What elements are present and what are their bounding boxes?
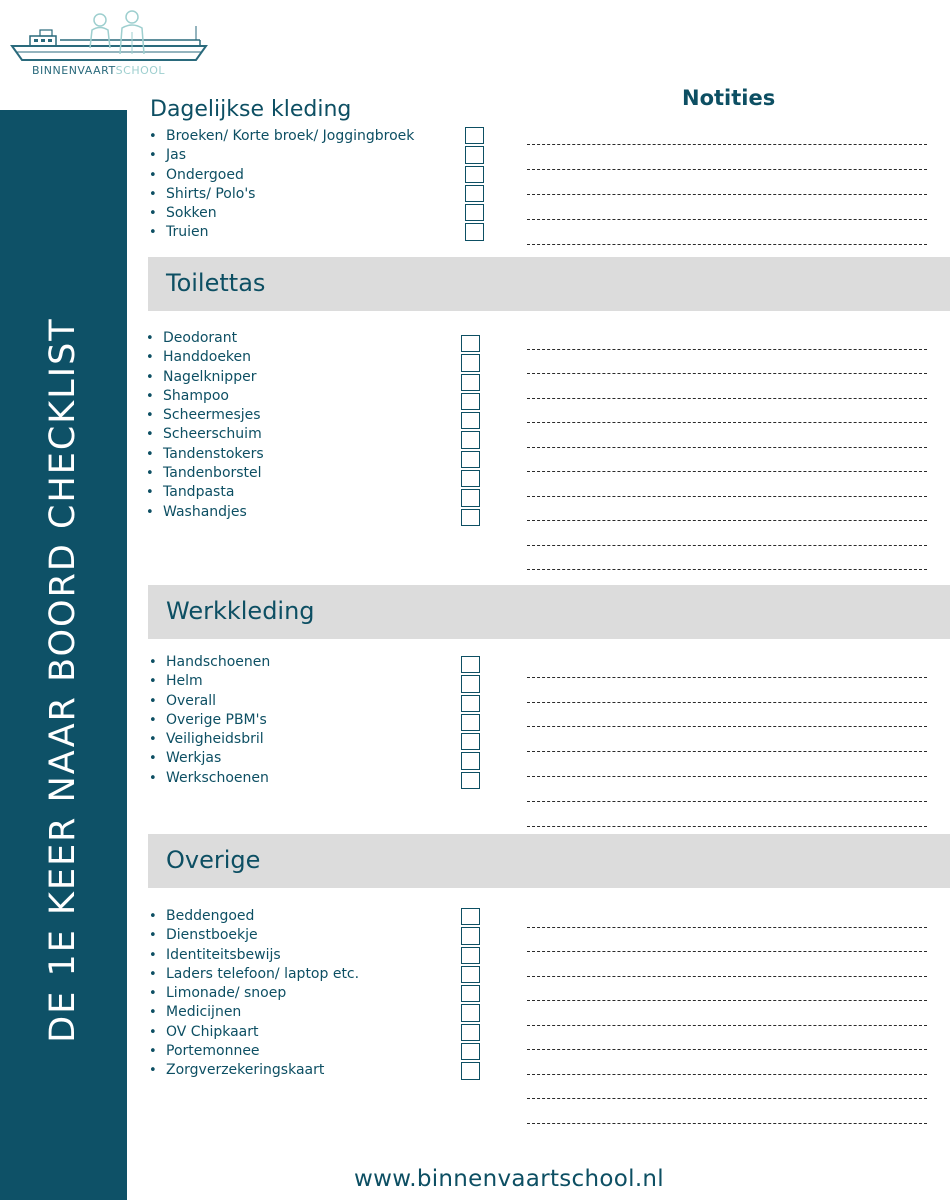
checkbox[interactable] — [461, 470, 480, 487]
checklist-item: • Washandjes — [145, 503, 264, 522]
notes-lines — [527, 325, 927, 570]
checklist-item: • Tandenstokers — [145, 445, 264, 464]
checkbox[interactable] — [461, 1024, 480, 1041]
note-line[interactable] — [527, 678, 927, 703]
checkbox[interactable] — [461, 966, 480, 983]
section-title: Overige — [166, 846, 261, 874]
checklist — [148, 653, 270, 788]
checkbox[interactable] — [465, 127, 484, 144]
checklist-item: • Scheerschuim — [145, 425, 264, 444]
checklist-item: • Handdoeken — [145, 348, 264, 367]
checkbox[interactable] — [465, 146, 484, 163]
checklist-item: • Portemonnee — [148, 1042, 359, 1061]
section-band — [148, 585, 950, 639]
checkbox[interactable] — [461, 714, 480, 731]
note-line[interactable] — [527, 325, 927, 350]
note-line[interactable] — [527, 374, 927, 399]
note-line[interactable] — [527, 145, 927, 170]
checkbox[interactable] — [461, 656, 480, 673]
checklist-item: • Overige PBM's — [148, 711, 270, 730]
note-line[interactable] — [527, 546, 927, 571]
section-band — [148, 834, 950, 888]
note-line[interactable] — [527, 195, 927, 220]
note-line[interactable] — [527, 1026, 927, 1051]
checklist-item: • Shirts/ Polo's — [148, 185, 414, 204]
checklist-item: • Nagelknipper — [145, 368, 264, 387]
checkbox[interactable] — [461, 927, 480, 944]
logo-text-light: SCHOOL — [115, 64, 166, 77]
checkbox[interactable] — [461, 695, 480, 712]
checkbox[interactable] — [461, 1004, 480, 1021]
logo-text — [32, 64, 165, 77]
logo — [10, 8, 215, 80]
notes-lines — [527, 903, 927, 1124]
checkbox[interactable] — [461, 947, 480, 964]
checkbox-column — [465, 127, 485, 243]
sidebar — [0, 110, 127, 1200]
checklist-item: • Dienstboekje — [148, 926, 359, 945]
checklist — [145, 329, 264, 522]
checkbox[interactable] — [461, 908, 480, 925]
note-line[interactable] — [527, 977, 927, 1002]
checkbox[interactable] — [465, 223, 484, 240]
checklist-item: • Medicijnen — [148, 1003, 359, 1022]
note-line[interactable] — [527, 399, 927, 424]
sidebar-title: DE 1E KEER NAAR BOORD CHECKLIST — [43, 317, 83, 1043]
checkbox[interactable] — [461, 1043, 480, 1060]
note-line[interactable] — [527, 170, 927, 195]
note-line[interactable] — [527, 653, 927, 678]
section-band — [148, 257, 950, 311]
note-line[interactable] — [527, 777, 927, 802]
checkbox-column — [461, 908, 481, 1082]
section-title: Toilettas — [166, 269, 266, 297]
checklist-item: • Werkschoenen — [148, 769, 270, 788]
checkbox[interactable] — [461, 1062, 480, 1079]
checkbox[interactable] — [465, 166, 484, 183]
checkbox[interactable] — [465, 185, 484, 202]
checkbox[interactable] — [461, 431, 480, 448]
checklist-item: • Ondergoed — [148, 166, 414, 185]
notes-lines — [527, 653, 927, 827]
checklist-item: • Werkjas — [148, 749, 270, 768]
checklist-item: • Truien — [148, 223, 414, 242]
checklist-item: • Sokken — [148, 204, 414, 223]
checkbox[interactable] — [461, 335, 480, 352]
checkbox[interactable] — [461, 451, 480, 468]
checklist-item: • Laders telefoon/ laptop etc. — [148, 965, 359, 984]
checkbox[interactable] — [461, 752, 480, 769]
checklist-item: • Scheermesjes — [145, 406, 264, 425]
checkbox[interactable] — [461, 772, 480, 789]
note-line[interactable] — [527, 120, 927, 145]
checklist-item: • Veiligheidsbril — [148, 730, 270, 749]
checkbox[interactable] — [465, 204, 484, 221]
note-line[interactable] — [527, 928, 927, 953]
checkbox[interactable] — [461, 374, 480, 391]
checkbox[interactable] — [461, 509, 480, 526]
checkbox[interactable] — [461, 675, 480, 692]
checkbox[interactable] — [461, 393, 480, 410]
note-line[interactable] — [527, 727, 927, 752]
note-line[interactable] — [527, 472, 927, 497]
note-line[interactable] — [527, 423, 927, 448]
notes-heading: Notities — [682, 86, 776, 110]
checkbox[interactable] — [461, 489, 480, 506]
note-line[interactable] — [527, 497, 927, 522]
checklist-item: • Broeken/ Korte broek/ Joggingbroek — [148, 127, 414, 146]
note-line[interactable] — [527, 220, 927, 245]
checklist-item: • Zorgverzekeringskaart — [148, 1061, 359, 1080]
checkbox-column — [461, 335, 481, 528]
note-line[interactable] — [527, 952, 927, 977]
note-line[interactable] — [527, 752, 927, 777]
checklist-item: • Handschoenen — [148, 653, 270, 672]
ship-logo-icon — [10, 8, 215, 70]
note-line[interactable] — [527, 1099, 927, 1124]
checkbox[interactable] — [461, 354, 480, 371]
checkbox[interactable] — [461, 412, 480, 429]
checklist-item: • Tandenborstel — [145, 464, 264, 483]
checklist-item: • Identiteitsbewijs — [148, 946, 359, 965]
section-title: Dagelijkse kleding — [150, 97, 352, 122]
note-line[interactable] — [527, 350, 927, 375]
checklist-item: • Deodorant — [145, 329, 264, 348]
note-line[interactable] — [527, 521, 927, 546]
section-title: Werkkleding — [166, 597, 315, 625]
checklist-item: • OV Chipkaart — [148, 1023, 359, 1042]
note-line[interactable] — [527, 903, 927, 928]
checklist-item: • Helm — [148, 672, 270, 691]
note-line[interactable] — [527, 802, 927, 827]
checkbox-column — [461, 656, 481, 791]
checklist-item: • Shampoo — [145, 387, 264, 406]
note-line[interactable] — [527, 448, 927, 473]
note-line[interactable] — [527, 703, 927, 728]
checklist-item: • Limonade/ snoep — [148, 984, 359, 1003]
checklist-item: • Jas — [148, 146, 414, 165]
note-line[interactable] — [527, 1050, 927, 1075]
notes-lines — [527, 120, 927, 245]
footer-url[interactable]: www.binnenvaartschool.nl — [354, 1166, 664, 1192]
checklist — [148, 907, 359, 1081]
checkbox[interactable] — [461, 733, 480, 750]
checklist-item: • Beddengoed — [148, 907, 359, 926]
note-line[interactable] — [527, 1075, 927, 1100]
checklist — [148, 127, 414, 243]
note-line[interactable] — [527, 1001, 927, 1026]
checklist-item: • Overall — [148, 692, 270, 711]
checkbox[interactable] — [461, 985, 480, 1002]
logo-text-dark: BINNENVAART — [32, 64, 116, 77]
checklist-item: • Tandpasta — [145, 483, 264, 502]
